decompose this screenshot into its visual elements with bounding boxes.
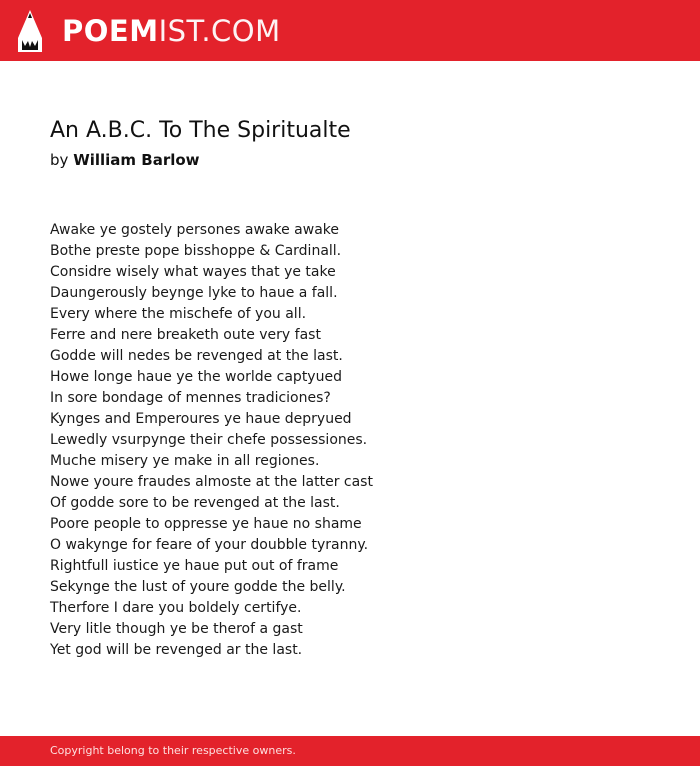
poem-line: Considre wisely what wayes that ye take: [50, 264, 336, 280]
poem-line: Howe longe haue ye the worlde captyued: [50, 369, 342, 385]
site-brand-name: [62, 10, 281, 52]
poem-line: Of godde sore to be revenged at the last.: [50, 495, 340, 511]
poem-content: [50, 112, 650, 661]
poem-line: Therfore I dare you boldely certifye.: [50, 600, 302, 616]
poem-line: Sekynge the lust of youre godde the belly.: [50, 579, 346, 595]
site-footer: [0, 736, 700, 766]
poem-body: [50, 220, 650, 661]
poem-line: Daungerously beynge lyke to haue a fall.: [50, 285, 338, 301]
brand-name-light: IST.COM: [158, 14, 281, 48]
brand-name-bold: POEM: [62, 14, 159, 48]
poem-line: Awake ye gostely persones awake awake: [50, 222, 339, 238]
poem-line: Poore people to oppresse ye haue no shame: [50, 516, 362, 532]
by-label: by: [50, 151, 69, 169]
author-name[interactable]: William Barlow: [73, 151, 200, 169]
poem-line: Muche misery ye make in all regiones.: [50, 453, 320, 469]
poem-line: Kynges and Emperoures ye haue depryued: [50, 411, 352, 427]
poem-line: O wakynge for feare of your doubble tyranny.: [50, 537, 369, 553]
poem-line: In sore bondage of mennes tradiciones?: [50, 390, 331, 406]
pencil-logo-icon: [18, 10, 42, 52]
copyright-notice: Copyright belong to their respective owners.: [50, 744, 296, 757]
poem-line: Godde will nedes be revenged at the last.: [50, 348, 343, 364]
site-header: [0, 0, 700, 61]
poem-line: Ferre and nere breaketh oute very fast: [50, 327, 321, 343]
poem-line: Nowe youre fraudes almoste at the latter cast: [50, 474, 373, 490]
poem-byline: [50, 150, 650, 170]
poem-line: Very litle though ye be therof a gast: [50, 621, 303, 637]
poem-title: An A.B.C. To The Spiritualte: [50, 118, 351, 143]
poem-line: Rightfull iustice ye haue put out of frame: [50, 558, 339, 574]
poem-line: Every where the mischefe of you all.: [50, 306, 307, 322]
poem-line: Lewedly vsurpynge their chefe possessiones.: [50, 432, 368, 448]
poem-line: Yet god will be revenged ar the last.: [50, 642, 303, 658]
site-logo[interactable]: [18, 10, 281, 52]
poem-line: Bothe preste pope bisshoppe & Cardinall.: [50, 243, 342, 259]
